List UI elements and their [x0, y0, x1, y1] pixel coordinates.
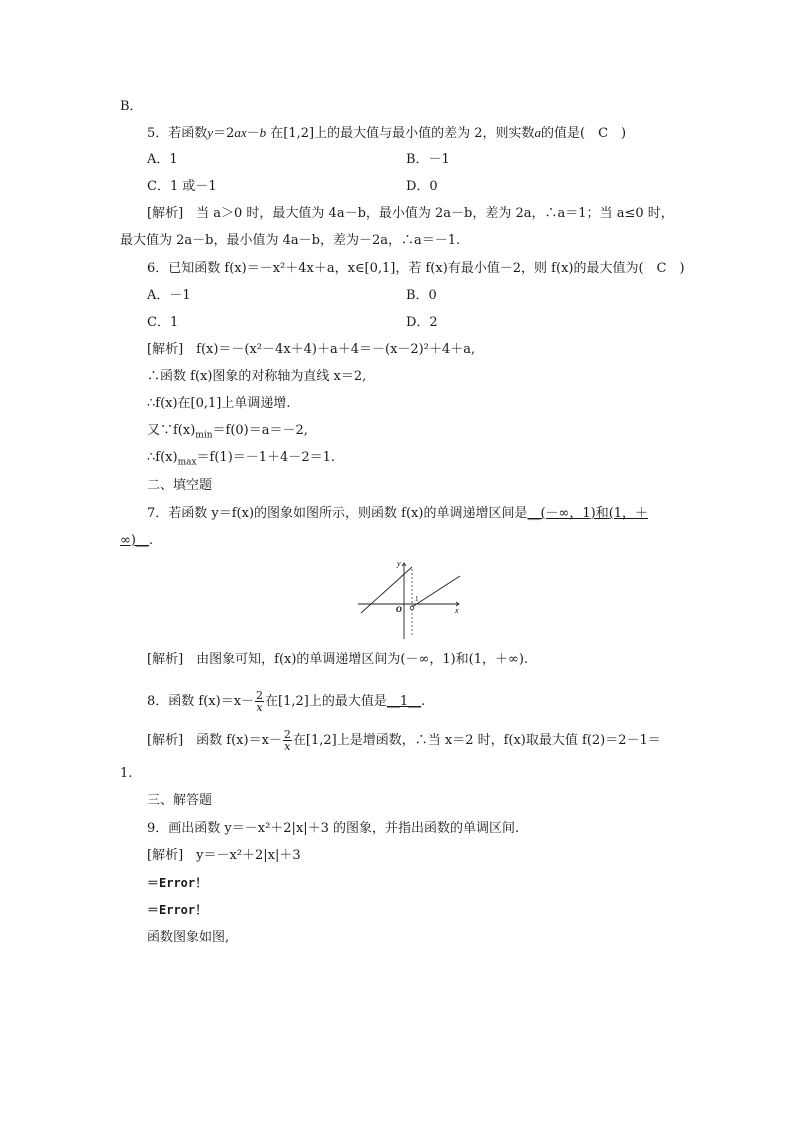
x-axis-label: x	[455, 606, 459, 615]
q6-solution-line-5: $\therefore f(x)_{max}=f(1)=-1+4-2=1$.	[147, 450, 335, 468]
origin-label: O	[396, 605, 402, 614]
q8-solution: [解析] 函数 f(x)＝x－ $\frac{2}{x}$ 在[1,2]上是增函数，∴当 x＝2 时，f(x)取最大值 f(2)＝2－1＝	[147, 728, 661, 753]
q6-option-c: C．1	[147, 315, 179, 330]
question-9: 9．画出函数 y＝－x²＋2|x|＋3 的图象，并指出函数的单调区间.	[147, 821, 520, 836]
q9-solution-line-2: ＝Error！	[147, 876, 208, 890]
q5-option-a: A．1	[147, 152, 178, 167]
question-8: 8．函数 f(x)＝x－ $\frac{2}{x}$ 在[1,2]上的最大值是__1__.	[147, 689, 426, 714]
q5-option-d: D．0	[406, 179, 438, 194]
open-circle	[410, 606, 414, 610]
section-fill-in-blank: 二、填空题	[147, 478, 213, 493]
q7-answer-part-1: __(－∞，1)和(1，＋	[527, 506, 649, 521]
tick-label-1: 1	[415, 595, 419, 603]
q5-option-c: C．1 或－1	[147, 179, 217, 194]
q9-solution-line-3: ＝Error！	[147, 903, 208, 917]
q6-solution-line-3: ∴f(x)在[0,1]上单调递增.	[147, 396, 291, 411]
q6-option-b: B．0	[406, 288, 437, 303]
fraction-2-over-x: $\frac{2}{x}$	[283, 728, 291, 753]
y-axis-label: y	[397, 559, 401, 568]
fraction-2-over-x: $\frac{2}{x}$	[256, 689, 264, 714]
q7-solution: [解析] 由图象可知，f(x)的单调递增区间为(－∞，1)和(1，＋∞).	[147, 652, 529, 667]
q7-function-graph	[355, 555, 467, 643]
question-7: 7．若函数 y＝f(x)的图象如图所示，则函数 f(x)的单调递增区间是__(－∞，1)和(1，＋	[147, 506, 649, 521]
right-branch	[412, 576, 460, 607]
question-6: 6．已知函数 f(x)＝－x²＋4x＋a，x∈[0,1]，若 f(x)有最小值－2，则 f(x)的最大值为( C )	[147, 261, 685, 276]
q9-solution-line-4: 函数图象如图,	[147, 930, 230, 945]
q5-solution-line-1: [解析] 当 a＞0 时，最大值为 4a－b，最小值为 2a－b，差为 2a，∴a＝1；当 a≤0 时，	[147, 206, 674, 221]
q5-option-b: B．－1	[406, 152, 450, 167]
q9-solution-line-1: [解析] y＝－x²＋2|x|＋3	[147, 848, 301, 863]
q6-option-d: D．2	[406, 315, 438, 330]
q6-solution-line-2: ∴函数 f(x)图象的对称轴为直线 x＝2,	[147, 369, 367, 384]
question-7-cont: ∞)__.	[120, 533, 154, 548]
q5-solution-line-2: 最大值为 2a－b，最小值为 4a－b，差为－2a，∴a＝－1.	[120, 233, 461, 248]
option-b-leftover: B．	[120, 99, 143, 114]
question-5: 5．若函数y＝2ax－b 在[1,2]上的最大值与最小值的差为 2，则实数a的值是( C )	[147, 125, 627, 141]
q8-solution-end: 1.	[120, 766, 133, 781]
q6-option-a: A．－1	[147, 288, 191, 303]
q7-answer-part-2: ∞)__	[120, 533, 149, 548]
section-answer-questions: 三、解答题	[147, 793, 213, 808]
q8-answer: __1__	[386, 694, 422, 709]
q6-solution-line-1: [解析] f(x)＝－(x²－4x＋4)＋a＋4＝－(x－2)²＋4＋a,	[147, 342, 476, 357]
q6-solution-line-4: 又$\because f(x)_{min}=f(0)=a=-2$,	[147, 423, 308, 441]
